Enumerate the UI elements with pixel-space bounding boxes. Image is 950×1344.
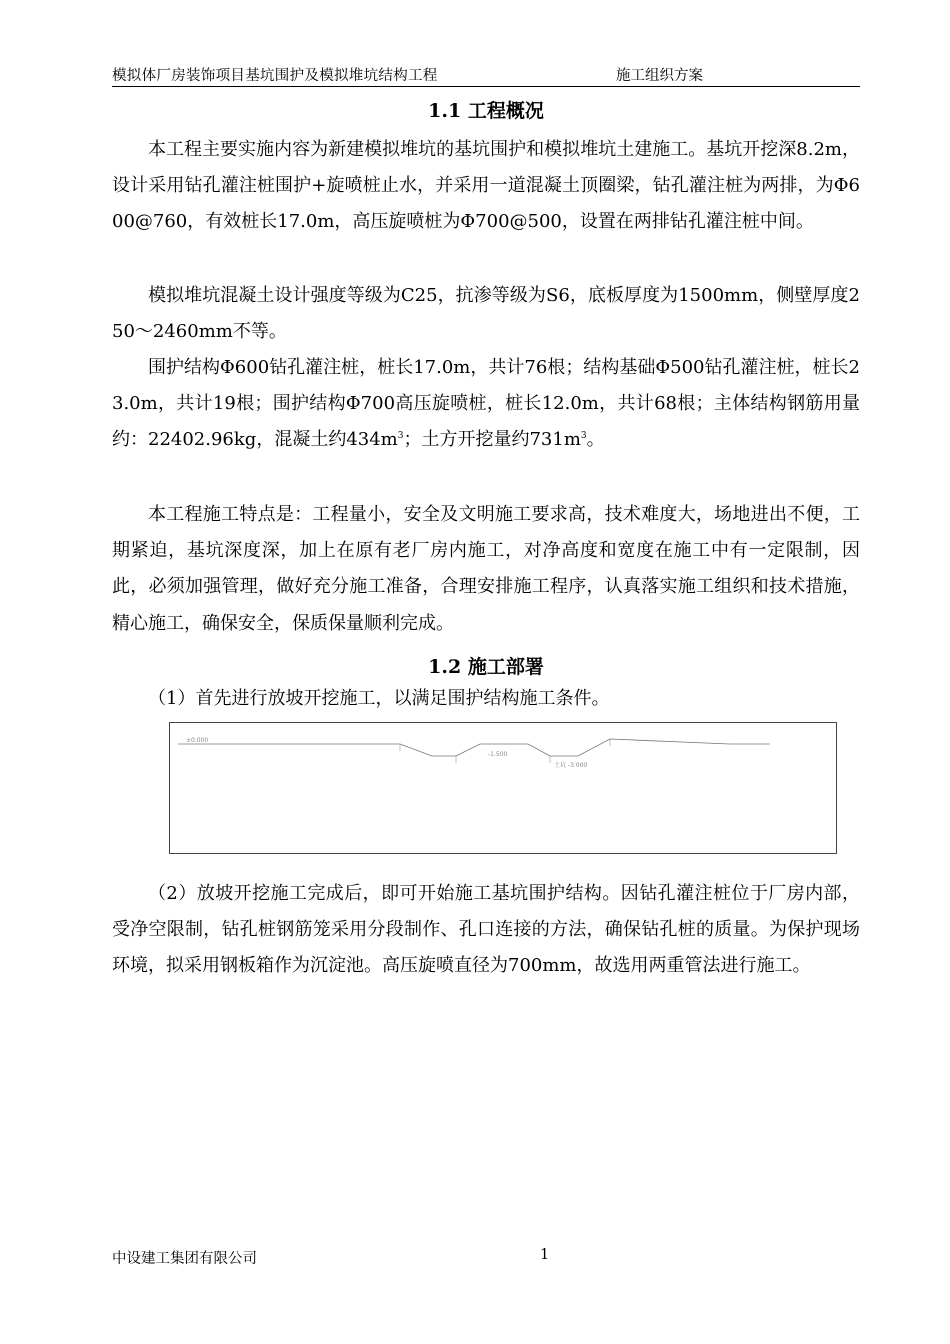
quantities-text-c: 。 <box>586 429 605 451</box>
footer-page-number: 1 <box>540 1247 550 1263</box>
section-heading-deployment: 1.2 施工部署 <box>428 656 544 678</box>
header-project-title: 模拟体厂房装饰项目基坑围护及模拟堆坑结构工程 <box>112 68 438 84</box>
cubic-superscript: 3 <box>580 431 587 442</box>
header-document-type: 施工组织方案 <box>616 68 703 84</box>
slope-excavation-figure <box>169 722 837 854</box>
excavation-profile-drawing <box>170 723 836 853</box>
quantities-text-a: 围护结构Φ600钻孔灌注桩，桩长17.0m，共计76根；结构基础Φ500钻孔灌注桩，桩长23.0m，共计19根；围护结构Φ700高压旋喷桩，桩长12.0m，共计68根；主体结构钢筋用量约：22402.96kg，混凝土约434m <box>112 357 860 451</box>
elevation-label-mid: -1.500 <box>488 751 508 758</box>
overview-paragraph-2: 模拟堆坑混凝土设计强度等级为C25，抗渗等级为S6，底板厚度为1500mm，侧壁厚度250～2460mm不等。 <box>112 285 860 343</box>
footer-company-name: 中设建工集团有限公司 <box>112 1251 257 1267</box>
cubic-superscript: 3 <box>397 431 404 442</box>
overview-paragraph-3 <box>112 350 860 459</box>
elevation-label-bottom: 土坑 -3.000 <box>554 762 588 769</box>
overview-paragraph-4: 本工程施工特点是：工程量小，安全及文明施工要求高，技术难度大，场地进出不便，工期紧迫，基坑深度深，加上在原有老厂房内施工，对净高度和宽度在施工中有一定限制，因此，必须加强管理，做好充分施工准备，合理安排施工程序，认真落实施工组织和技术措施，精心施工，确保安全，保质保量顺利完成。 <box>112 504 860 634</box>
quantities-text-b: ；土方开挖量约731m <box>403 429 581 451</box>
section-heading-overview: 1.1 工程概况 <box>428 100 544 122</box>
deployment-step-1: （1）首先进行放坡开挖施工，以满足围护结构施工条件。 <box>148 688 610 709</box>
overview-paragraph-1: 本工程主要实施内容为新建模拟堆坑的基坑围护和模拟堆坑土建施工。基坑开挖深8.2m，设计采用钻孔灌注桩围护+旋喷桩止水，并采用一道混凝土顶圈梁，钻孔灌注桩为两排，为Φ600@760，有效桩长17.0m，高压旋喷桩为Φ700@500，设置在两排钻孔灌注桩中间。 <box>112 139 860 233</box>
deployment-step-2: （2）放坡开挖施工完成后，即可开始施工基坑围护结构。因钻孔灌注桩位于厂房内部，受净空限制，钻孔桩钢筋笼采用分段制作、孔口连接的方法，确保钻孔桩的质量。为保护现场环境，拟采用钢板箱作为沉淀池。高压旋喷直径为700mm，故选用两重管法进行施工。 <box>112 883 860 977</box>
ground-profile-line <box>178 739 770 756</box>
header-rule <box>112 86 860 87</box>
elevation-label-left: ±0.000 <box>186 737 209 744</box>
